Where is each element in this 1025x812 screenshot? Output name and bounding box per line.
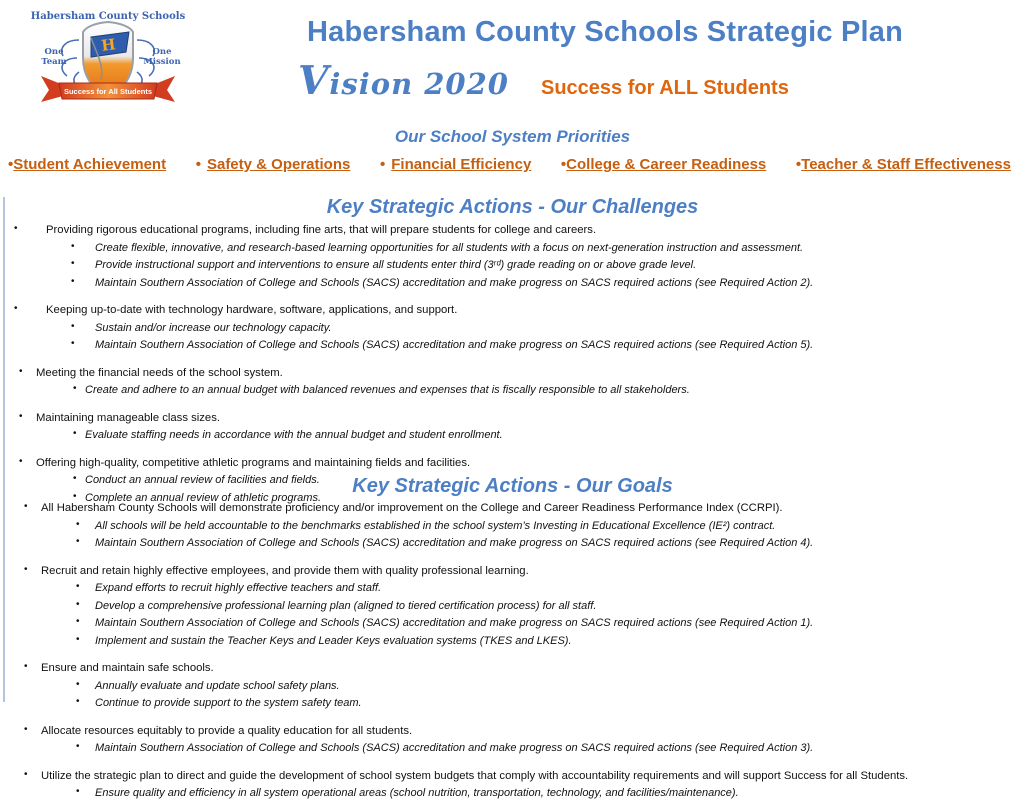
challenge-subitem xyxy=(0,319,1025,337)
logo-banner-text: Success for All Students xyxy=(63,87,153,96)
logo-arc-text: Habersham County Schools xyxy=(30,11,186,22)
goal-group xyxy=(0,722,1025,757)
logo-motto-left-2: Team xyxy=(41,57,67,67)
goal-item-text: Recruit and retain highly effective employees, and provide them with quality professional learning. xyxy=(41,564,529,577)
logo-shield-letter: H xyxy=(100,35,117,55)
bullet-icon: • xyxy=(76,741,80,752)
goal-group xyxy=(0,767,1025,802)
goal-subitem-text: Ensure quality and efficiency in all system operational areas (school nutrition, transportation, technology, and facilities/maintenance). xyxy=(95,787,739,799)
bullet-icon: • xyxy=(195,156,201,173)
challenge-subitem xyxy=(0,256,1025,274)
goal-subitem-text: Maintain Southern Association of College and Schools (SACS) accreditation and make progress on SACS required actions (see Required Action 1). xyxy=(95,617,814,629)
challenge-subitem-text: Create and adhere to an annual budget with balanced revenues and expenses that is fiscally responsible to all stakeholders. xyxy=(85,384,690,396)
challenge-item xyxy=(0,301,1025,319)
bullet-icon: • xyxy=(76,696,80,707)
bullet-icon: • xyxy=(76,536,80,547)
priority-label: Student Achievement xyxy=(13,156,167,173)
challenge-group xyxy=(0,364,1025,399)
challenge-item-text: Offering high-quality, competitive athletic programs and maintaining fields and facilities. xyxy=(36,456,471,469)
goal-subitem-text: All schools will be held accountable to the benchmarks established in the school system’s Investing in Educational Excellence (IE²) contract. xyxy=(95,519,776,532)
goal-item xyxy=(0,659,1025,677)
school-logo xyxy=(30,6,186,110)
bullet-icon: • xyxy=(14,303,18,314)
bullet-icon: • xyxy=(24,661,28,672)
left-border-line xyxy=(3,197,5,702)
bullet-icon: • xyxy=(76,678,80,690)
bullet-icon: • xyxy=(14,223,18,234)
challenge-subitem xyxy=(0,274,1025,292)
page-title: Habersham County Schools Strategic Plan xyxy=(307,16,903,48)
priorities-heading: Our School System Priorities xyxy=(394,127,631,146)
priority-item xyxy=(796,156,1011,173)
challenge-subitem xyxy=(0,239,1025,257)
goal-group xyxy=(0,562,1025,650)
bullet-icon: • xyxy=(71,275,75,287)
logo-motto-right-2: Mission xyxy=(143,57,181,67)
bullet-icon: • xyxy=(73,428,77,439)
vision-2020-title: Vision 2020 xyxy=(298,58,509,104)
challenge-item xyxy=(0,454,1025,472)
goal-subitem xyxy=(0,579,1025,597)
goal-subitem xyxy=(0,632,1025,650)
challenge-subitem-text: Complete an annual review of athletic programs. xyxy=(85,491,322,504)
logo-motto-right-1: One xyxy=(152,47,172,57)
bullet-icon: • xyxy=(8,156,14,173)
priority-label: Teacher & Staff Effectiveness xyxy=(801,156,1011,173)
challenge-item-text: Keeping up-to-date with technology hardware, software, applications, and support. xyxy=(46,304,458,316)
goal-subitem xyxy=(0,597,1025,615)
goal-item xyxy=(0,562,1025,580)
goal-subitem xyxy=(0,694,1025,712)
bullet-icon: • xyxy=(19,365,23,377)
goal-item-text: Utilize the strategic plan to direct and guide the development of school system budgets that comply with accountability requirements and will support Success for all Students. xyxy=(41,769,909,782)
bullet-icon: • xyxy=(73,490,77,502)
bullet-icon: • xyxy=(73,473,77,484)
bullet-icon: • xyxy=(71,338,75,349)
tagline: Success for ALL Students xyxy=(540,77,789,99)
goal-item-text: Ensure and maintain safe schools. xyxy=(41,662,214,674)
bullet-icon: • xyxy=(76,786,80,797)
goal-subitem-text: Develop a comprehensive professional learning plan (aligned to tiered certification process) for all staff. xyxy=(95,599,597,612)
subtitle-row xyxy=(298,58,789,104)
bullet-icon: • xyxy=(71,258,75,269)
bullet-icon: • xyxy=(76,616,80,627)
challenge-group xyxy=(0,301,1025,354)
bullet-icon: • xyxy=(71,320,75,332)
goal-subitem-text: Annually evaluate and update school safety plans. xyxy=(95,679,340,692)
bullet-icon: • xyxy=(379,156,386,173)
goals-heading: Key Strategic Actions - Our Goals xyxy=(352,475,673,497)
goal-subitem-text: Maintain Southern Association of College and Schools (SACS) accreditation and make progress on SACS required actions (see Required Action 4). xyxy=(95,537,814,549)
bullet-icon: • xyxy=(24,723,28,735)
challenge-subitem-text: Evaluate staffing needs in accordance with the annual budget and student enrollment. xyxy=(85,429,503,441)
goal-item xyxy=(0,767,1025,785)
priority-label: Financial Efficiency xyxy=(391,156,532,173)
bullet-icon: • xyxy=(19,455,23,467)
challenge-subitem xyxy=(0,381,1025,399)
goal-subitem-text: Continue to provide support to the system safety team. xyxy=(95,697,362,709)
goal-item xyxy=(0,499,1025,517)
challenge-subitem-text: Maintain Southern Association of College and Schools (SACS) accreditation and make progress on SACS required actions (see Required Action 5). xyxy=(95,339,814,351)
goal-subitem xyxy=(0,739,1025,757)
priority-item xyxy=(380,156,531,173)
bullet-icon: • xyxy=(71,240,75,252)
challenge-item-text: Maintaining manageable class sizes. xyxy=(36,411,220,424)
goal-subitem xyxy=(0,677,1025,695)
challenge-item-text: Providing rigorous educational programs, including fine arts, that will prepare students for college and careers. xyxy=(46,224,597,236)
challenge-item-text: Meeting the financial needs of the school system. xyxy=(36,366,283,379)
goal-subitem xyxy=(0,614,1025,632)
priority-item xyxy=(8,156,166,173)
bullet-icon: • xyxy=(76,518,80,530)
challenge-group xyxy=(0,409,1025,444)
challenge-group xyxy=(0,221,1025,291)
challenge-subitem-text: Provide instructional support and interventions to ensure all students enter third (3ʳᵈ) grade reading on or above grade level. xyxy=(95,259,697,271)
bullet-icon: • xyxy=(24,501,28,512)
priority-item xyxy=(561,156,766,173)
goal-subitem-text: Implement and sustain the Teacher Keys and Leader Keys evaluation systems (TKES and LKES). xyxy=(95,634,572,647)
bullet-icon: • xyxy=(76,581,80,592)
bullet-icon: • xyxy=(19,410,23,422)
challenge-subitem xyxy=(0,426,1025,444)
priority-item xyxy=(196,156,351,173)
goal-subitem-text: Expand efforts to recruit highly effective teachers and staff. xyxy=(95,582,382,594)
school-crest-icon xyxy=(30,6,186,110)
goals-list xyxy=(0,499,1025,812)
challenges-heading: Key Strategic Actions - Our Challenges xyxy=(326,196,699,218)
challenge-item xyxy=(0,221,1025,239)
challenge-subitem-text: Maintain Southern Association of College and Schools (SACS) accreditation and make progress on SACS required actions (see Required Action 2). xyxy=(95,276,814,289)
bullet-icon: • xyxy=(73,383,77,394)
bullet-icon: • xyxy=(795,156,802,173)
bullet-icon: • xyxy=(24,563,28,575)
challenge-subitem xyxy=(0,336,1025,354)
logo-motto-left-1: One xyxy=(44,47,64,57)
challenge-subitem-text: Create flexible, innovative, and research-based learning opportunities for all students with a focus on next-generation instruction and assessment. xyxy=(95,241,804,254)
goal-item xyxy=(0,722,1025,740)
challenges-list xyxy=(0,221,1025,516)
priority-label: Safety & Operations xyxy=(206,156,351,173)
goal-item-text: Allocate resources equitably to provide a quality education for all students. xyxy=(41,724,413,737)
goal-group xyxy=(0,499,1025,552)
challenge-subitem-text: Conduct an annual review of facilities and fields. xyxy=(85,474,320,486)
challenge-item xyxy=(0,364,1025,382)
challenge-item xyxy=(0,409,1025,427)
goal-subitem xyxy=(0,517,1025,535)
priorities-row xyxy=(8,156,1011,173)
goal-subitem xyxy=(0,534,1025,552)
bullet-icon: • xyxy=(76,598,80,610)
bullet-icon: • xyxy=(24,768,28,780)
priority-label: College & Career Readiness xyxy=(566,156,767,173)
goal-subitem xyxy=(0,784,1025,802)
bullet-icon: • xyxy=(560,156,567,173)
challenge-subitem-text: Sustain and/or increase our technology capacity. xyxy=(95,321,332,334)
goal-group xyxy=(0,659,1025,712)
goal-item-text: All Habersham County Schools will demonstrate proficiency and/or improvement on the College and Career Readiness Performance Index (CCRPI). xyxy=(41,502,783,514)
bullet-icon: • xyxy=(76,633,80,645)
goal-subitem-text: Maintain Southern Association of College and Schools (SACS) accreditation and make progress on SACS required actions (see Required Action 3). xyxy=(95,742,814,754)
